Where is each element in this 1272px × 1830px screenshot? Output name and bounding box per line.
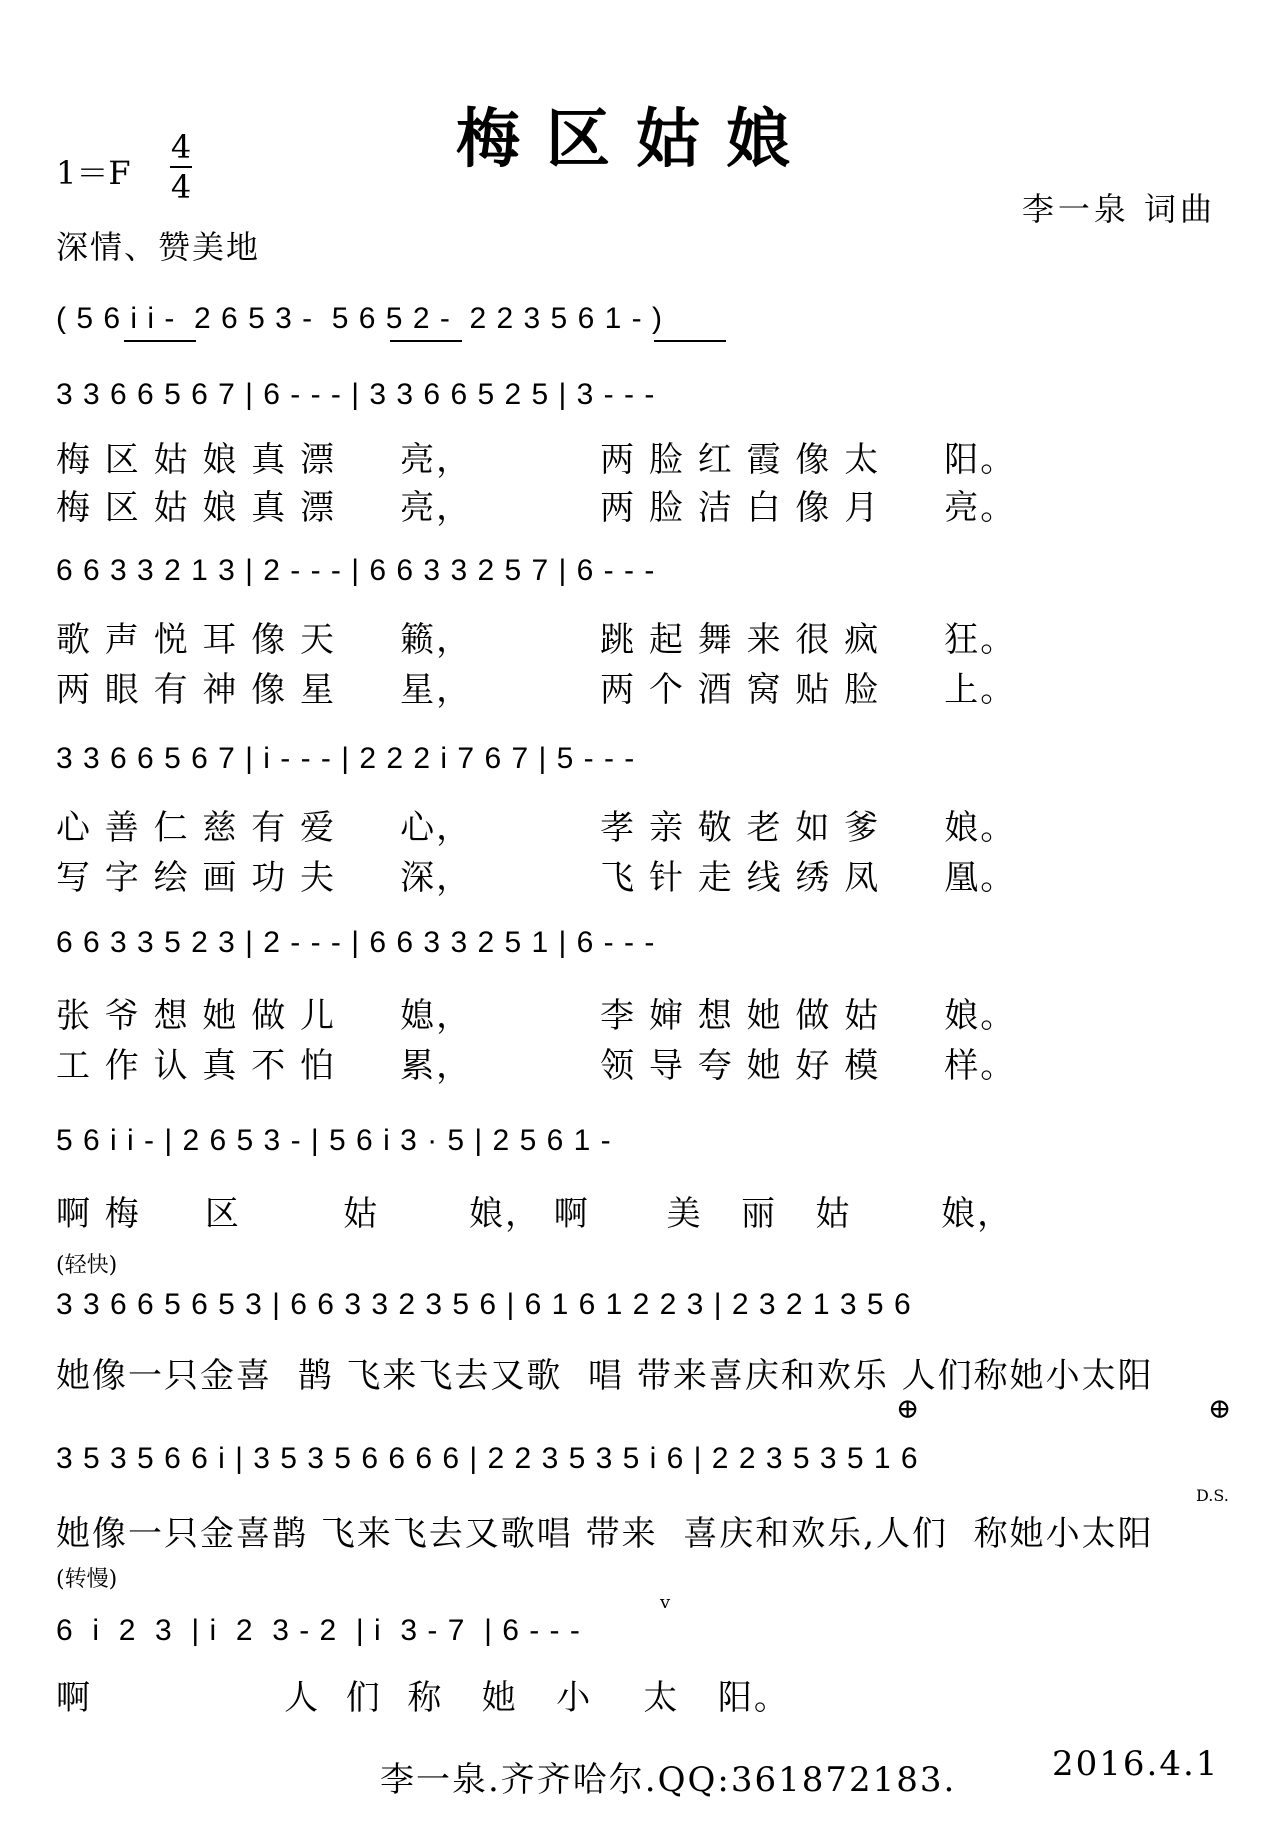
beam bbox=[654, 340, 726, 342]
segno-sign: ⊕ bbox=[1208, 1392, 1232, 1425]
system-3-lyrics-1: 心 善 仁 慈 有 爱 心， 孝 亲 敬 老 如 爹 娘。 bbox=[56, 808, 1017, 848]
time-signature-top: 4 bbox=[170, 128, 192, 166]
system-3-notes bbox=[56, 736, 1224, 782]
song-title: 梅区姑娘 bbox=[456, 102, 816, 177]
author-credit: 李一泉 词曲 bbox=[1021, 190, 1216, 228]
notes-text: 3 3 6 6 5 6 7 | 6 - - - | 3 3 6 6 5 2 5 | 3 - - - bbox=[56, 378, 656, 411]
fast-1-notes bbox=[56, 1282, 1224, 1328]
notes-text: 6 6 3 3 5 2 3 | 2 - - - | 6 6 3 3 2 5 1 | 6 - - - bbox=[56, 926, 656, 959]
system-3-lyrics-2: 写 字 绘 画 功 夫 深， 飞 针 走 线 绣 凤 凰。 bbox=[56, 858, 1017, 898]
fast-2-lyrics: 她像一只金喜鹊 飞来飞去又歌唱 带来 喜庆和欢乐,人们 称她小太阳 bbox=[56, 1514, 1154, 1554]
footer-contact: 李一泉.齐齐哈尔.QQ:361872183. bbox=[380, 1760, 957, 1800]
fast-2-notes bbox=[56, 1436, 1224, 1482]
intro-notes bbox=[56, 296, 1224, 342]
notes-text: 3 3 6 6 5 6 5 3 | 6 6 3 3 2 3 5 6 | 6 1 6 1 2 2 3 | 2 3 2 1 3 5 6 bbox=[56, 1288, 912, 1321]
breath-mark: v bbox=[660, 1592, 671, 1613]
intro-text: ( 5 6 i i - 2 6 5 3 - 5 6 5 2 - 2 2 3 5 6 1 - ) bbox=[56, 302, 663, 335]
system-1-notes bbox=[56, 372, 1224, 418]
beam bbox=[124, 340, 196, 342]
system-2-notes bbox=[56, 548, 1224, 594]
notes-text: 6 6 3 3 2 1 3 | 2 - - - | 6 6 3 3 2 5 7 | 6 - - - bbox=[56, 554, 656, 587]
notes-text: 6 i 2 3 | i 2 3 - 2 | i 3 - 7 | 6 - - - bbox=[56, 1614, 581, 1647]
fast-1-lyrics: 她像一只金喜 鹊 飞来飞去又歌 唱 带来喜庆和欢乐 人们称她小太阳 bbox=[56, 1356, 1154, 1396]
beam bbox=[390, 340, 462, 342]
key-signature: 1＝F bbox=[56, 154, 131, 192]
system-4-notes bbox=[56, 920, 1224, 966]
marking-light: (轻快) bbox=[56, 1253, 118, 1278]
footer-date: 2016.4.1 bbox=[1052, 1744, 1220, 1784]
system-2-lyrics-2: 两 眼 有 神 像 星 星， 两 个 酒 窝 贴 脸 上。 bbox=[56, 670, 1017, 710]
system-4-lyrics-1: 张 爷 想 她 做 儿 媳， 李 婶 想 她 做 姑 娘。 bbox=[56, 996, 1017, 1036]
coda-notes bbox=[56, 1608, 1224, 1654]
tempo-marking: 深情、赞美地 bbox=[56, 228, 261, 266]
system-4-lyrics-2: 工 作 认 真 不 怕 累， 领 导 夸 她 好 模 样。 bbox=[56, 1046, 1017, 1086]
system-2-lyrics-1: 歌 声 悦 耳 像 天 籁， 跳 起 舞 来 很 疯 狂。 bbox=[56, 620, 1017, 660]
marking-slow: (转慢) bbox=[56, 1567, 118, 1592]
system-1-lyrics-1: 梅 区 姑 娘 真 漂 亮， 两 脸 红 霞 像 太 阳。 bbox=[56, 440, 1017, 480]
system-5-lyrics-1: 啊 梅 区 姑 娘， 啊 美 丽 姑 娘， bbox=[56, 1194, 1014, 1234]
segno-sign: ⊕ bbox=[896, 1392, 920, 1425]
notes-text: 5 6 i i - | 2 6 5 3 - | 5 6 i 3 · 5 | 2 5 6 1 - bbox=[56, 1124, 612, 1157]
notes-text: 3 3 6 6 5 6 7 | i - - - | 2 2 2 i 7 6 7 | 5 - - - bbox=[56, 742, 636, 775]
system-1-lyrics-2: 梅 区 姑 娘 真 漂 亮， 两 脸 洁 白 像 月 亮。 bbox=[56, 488, 1017, 528]
coda-lyrics: 啊 人 们 称 她 小 太 阳。 bbox=[56, 1678, 790, 1718]
time-signature bbox=[168, 128, 194, 206]
system-5-notes bbox=[56, 1118, 1224, 1164]
notes-text: 3 5 3 5 6 6 i | 3 5 3 5 6 6 6 6 | 2 2 3 5 3 5 i 6 | 2 2 3 5 3 5 1 6 bbox=[56, 1442, 919, 1475]
ds-label: D.S. bbox=[1196, 1486, 1229, 1505]
time-signature-bottom: 4 bbox=[170, 168, 192, 206]
